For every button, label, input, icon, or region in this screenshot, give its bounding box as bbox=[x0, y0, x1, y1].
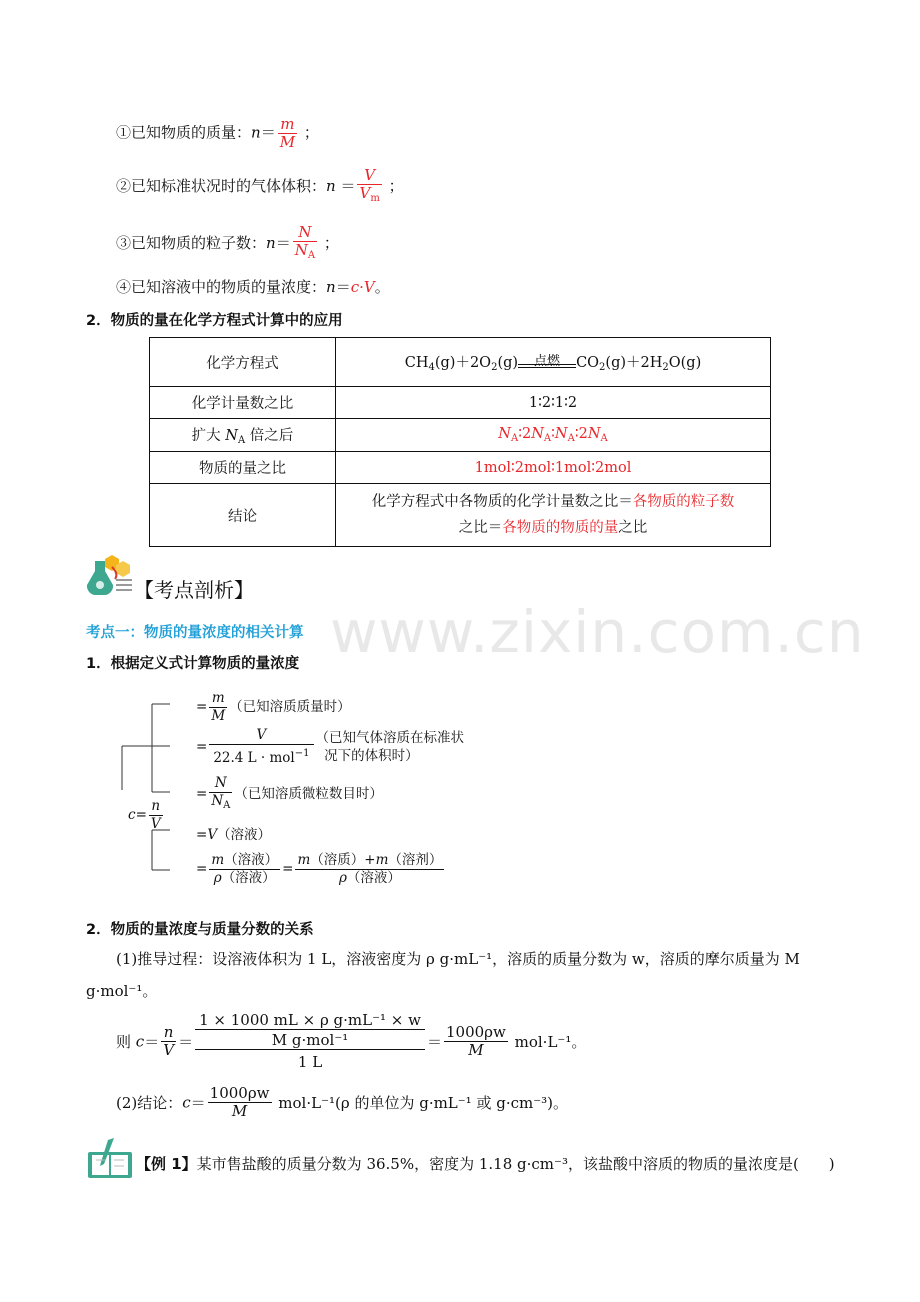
c-equals-n-over-V: c= $\frac{n}{V}$ bbox=[128, 798, 161, 832]
formula-particles: ③已知物质的粒子数：n＝ $\frac{N}{N_A}$ ； bbox=[116, 224, 339, 264]
table-row bbox=[150, 452, 771, 484]
formula-concentration: ④已知溶液中的物质的量浓度：n＝c·V。 bbox=[116, 278, 390, 296]
equation-cell: $CH_4(g)+2O_2(g)$ 点燃 $CO_2(g)+2H_2O(g)$ bbox=[336, 338, 771, 387]
table-row bbox=[150, 419, 771, 452]
table-value-red: 1mol∶2mol∶1mol∶2mol bbox=[336, 452, 771, 484]
conclusion-formula: (2)结论：c＝ $\frac{1000\rho w}{M}$ mol·L⁻¹(ρ 的单位为 g·mL⁻¹ 或 g·cm⁻³)。 bbox=[116, 1084, 569, 1120]
section-heading-1: 1．根据定义式计算物质的量浓度 bbox=[86, 656, 300, 672]
fraction-m-over-M: $\frac{m}{M}$ bbox=[279, 115, 296, 151]
fraction-V-over-Vm: $\frac{V}{V_m}$ bbox=[359, 166, 380, 204]
branch-gas: = $\frac{V}{22.4 L \cdot mol^{-1}}$ （已知气体溶质在标准状 况下的体积时） bbox=[196, 727, 464, 766]
derivation-formula: 则 c＝ $\frac{n}{V}$ ＝ 1 × 1000 mL × ρ g·mL⁻¹ × w M g·mol⁻¹ 1 L ＝ $\frac{1000\rho w}{M}$ mol·L⁻¹。 bbox=[116, 1011, 587, 1071]
table-label: 化学计量数之比 bbox=[150, 387, 336, 419]
analysis-title: 【考点剖析】 bbox=[134, 578, 254, 602]
branch-particles: = $\frac{N}{N_A}$ （已知溶质微粒数目时） bbox=[196, 775, 383, 811]
example-text: 某市售盐酸的质量分数为 36.5%，密度为 1.18 g·cm⁻³，该盐酸中溶质的物质的量浓度是( ) bbox=[196, 1155, 835, 1173]
derivation-paragraph: (1)推导过程：设溶液体积为 1 L，溶液密度为 ρ g·mL⁻¹，溶质的质量分数为 w，溶质的摩尔质量为 M bbox=[116, 950, 800, 968]
section-heading-2b: 2．物质的量浓度与质量分数的关系 bbox=[86, 922, 314, 938]
flask-icon bbox=[86, 553, 134, 597]
formula-mass: ①已知物质的质量：n＝ $\frac{m}{M}$ ； bbox=[116, 115, 319, 151]
section-heading-2: 2．物质的量在化学方程式计算中的应用 bbox=[86, 313, 343, 329]
table-row bbox=[150, 387, 771, 419]
example-1 bbox=[136, 1153, 836, 1174]
table-row bbox=[150, 338, 771, 387]
notebook-pencil-icon bbox=[86, 1138, 134, 1180]
fraction-N-over-NA: $\frac{N}{N_A}$ bbox=[294, 223, 316, 261]
table-row bbox=[150, 484, 771, 547]
branch-mass: = $\frac{m}{M}$ （已知溶质质量时） bbox=[196, 690, 351, 724]
table-label: 扩大 $N_A$ 倍之后 bbox=[150, 419, 336, 452]
table-value-red: $N_A∶2N_A∶N_A∶2N_A$ bbox=[336, 419, 771, 452]
branch-volume: =V（溶液） bbox=[196, 827, 272, 843]
watermark: www.zixin.com.cn bbox=[330, 598, 865, 666]
equation-table bbox=[149, 337, 771, 547]
table-label: 物质的量之比 bbox=[150, 452, 336, 484]
condition-label: 点燃 bbox=[534, 354, 561, 369]
branch-density: = $\frac{\text{m（溶液）}}{\text{ρ（溶液）}}$ = $\frac{\text{m（溶质）+m（溶剂）}}{\text{ρ（溶液）}}$ bbox=[196, 852, 443, 886]
derivation-paragraph-cont: g·mol⁻¹。 bbox=[86, 982, 158, 1000]
kaodian-heading: 考点一：物质的量浓度的相关计算 bbox=[86, 625, 304, 641]
table-label: 化学方程式 bbox=[150, 338, 336, 387]
example-tag: 【例 1】 bbox=[136, 1155, 197, 1173]
conclusion-cell: 化学方程式中各物质的化学计量数之比＝各物质的粒子数 之比＝各物质的物质的量之比 bbox=[336, 484, 771, 547]
table-label: 结论 bbox=[150, 484, 336, 547]
big-fraction: 1 × 1000 mL × ρ g·mL⁻¹ × w M g·mol⁻¹ 1 L bbox=[195, 1012, 425, 1071]
formula-gas-volume: ②已知标准状况时的气体体积：n ＝ $\frac{V}{V_m}$ ； bbox=[116, 167, 404, 207]
table-value: 1∶2∶1∶2 bbox=[336, 387, 771, 419]
